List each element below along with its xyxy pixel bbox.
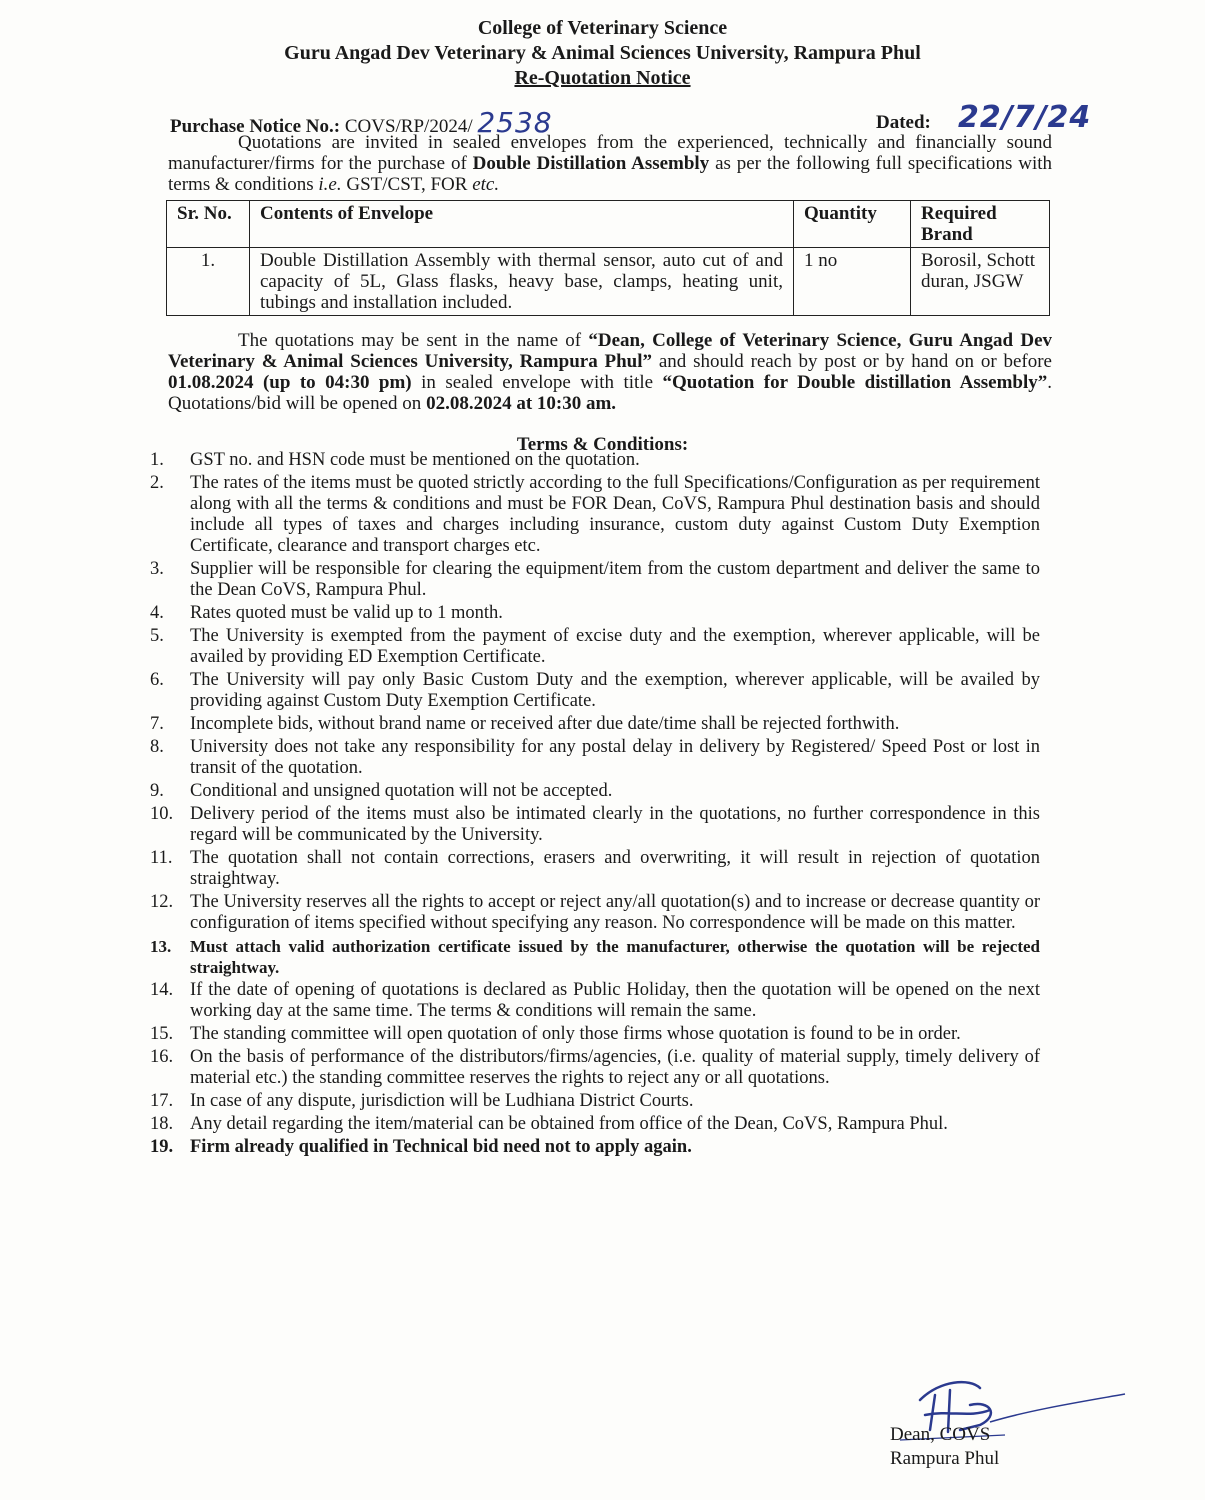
term-number: 9. <box>150 781 164 801</box>
term-text: University does not take any responsibility for any postal delay in delivery by Registered/ Speed Post or lost in transit of the quotation. <box>190 737 1040 778</box>
list-item <box>150 781 1040 802</box>
row-brand: Borosil, Schott duran, JSGW <box>911 248 1050 316</box>
term-number: 1. <box>150 450 164 470</box>
term-text: Conditional and unsigned quotation will not be accepted. <box>190 781 613 801</box>
list-item <box>150 1091 1040 1112</box>
intro-paragraph <box>168 132 1052 195</box>
dated-label: Dated: <box>876 112 931 133</box>
row-contents: Double Distillation Assembly with thermal sensor, auto cut of and capacity of 5L, Glass flasks, heavy base, clamps, heating unit, tubings and installation included. <box>250 248 794 316</box>
signatory-place: Rampura Phul <box>890 1448 1000 1469</box>
intro-text-b: as per the following full specifications with terms & conditions <box>168 153 1052 195</box>
term-text: The quotation shall not contain corrections, erasers and overwriting, it will result in rejection of quotation straightway. <box>190 848 1040 889</box>
term-text: GST no. and HSN code must be mentioned on the quotation. <box>190 450 640 470</box>
list-item <box>150 737 1040 779</box>
submission-deadline: 01.08.2024 (up to 04:30 pm) <box>168 372 412 393</box>
list-item <box>150 848 1040 890</box>
term-text: Rates quoted must be valid up to 1 month. <box>190 603 503 623</box>
intro-text-a: Quotations are invited in sealed envelopes from the experienced, technically and financially sound manufacturer/firms for the purchase of <box>168 132 1052 174</box>
list-item <box>150 626 1040 668</box>
term-text: The standing committee will open quotation of only those firms whose quotation is found to be in order. <box>190 1024 961 1044</box>
term-text: Delivery period of the items must also be intimated clearly in the quotations, no further correspondence in this regard will be communicated by the University. <box>190 804 1040 845</box>
term-text: Must attach valid authorization certificate issued by the manufacturer, otherwise the quotation will be rejected straightway. <box>190 937 1040 977</box>
header-quantity: Quantity <box>794 201 911 248</box>
term-text: The University reserves all the rights to accept or reject any/all quotation(s) and to increase or decrease quantity or configuration of items specified without specifying any reason. No correspondence will be made on this matter. <box>190 892 1040 933</box>
submission-opening-date: 02.08.2024 at 10:30 am. <box>426 393 617 414</box>
dated-value: 22/7/24 <box>958 100 1092 135</box>
notice-title: Re-Quotation Notice <box>514 67 691 89</box>
term-number: 10. <box>150 804 174 824</box>
term-text: The University will pay only Basic Custom Duty and the exemption, wherever applicable, will be availed by providing against Custom Duty Exemption Certificate. <box>190 670 1040 711</box>
term-text: In case of any dispute, jurisdiction will be Ludhiana District Courts. <box>190 1091 694 1111</box>
purchase-notice-number: 2538 <box>477 106 553 139</box>
table-row <box>167 248 1050 316</box>
college-name: College of Veterinary Science <box>477 17 728 39</box>
intro-ie: i.e. <box>318 174 342 195</box>
term-number: 17. <box>150 1091 174 1111</box>
term-text: The University is exempted from the payment of excise duty and the exemption, wherever applicable, will be availed by providing ED Exemption Certificate. <box>190 626 1040 667</box>
term-number: 5. <box>150 626 164 646</box>
list-item <box>150 450 1040 471</box>
term-text: On the basis of performance of the distributors/firms/agencies, (i.e. quality of material supply, timely delivery of material etc.) the standing committee reserves the rights to reject any or all quotations. <box>190 1047 1040 1088</box>
term-text: If the date of opening of quotations is declared as Public Holiday, then the quotation will be opened on the next working day at the same time. The terms & conditions will remain the same. <box>190 980 1040 1021</box>
intro-etc: etc. <box>472 174 500 195</box>
term-text: Any detail regarding the item/material can be obtained from office of the Dean, CoVS, Rampura Phul. <box>190 1114 948 1134</box>
table-header-row <box>167 201 1050 248</box>
dated-line <box>876 100 1092 135</box>
list-item <box>150 892 1040 934</box>
list-item <box>150 559 1040 601</box>
purchase-notice-label: Purchase Notice No.: <box>170 116 341 137</box>
row-quantity: 1 no <box>794 248 911 316</box>
university-name: Guru Angad Dev Veterinary & Animal Sciences University, Rampura Phul <box>284 42 921 64</box>
document-header <box>0 16 1205 91</box>
list-item <box>150 1024 1040 1045</box>
term-number: 4. <box>150 603 164 623</box>
signatory-title: Dean, COVS <box>890 1424 991 1445</box>
header-sr-no: Sr. No. <box>167 201 250 248</box>
purchase-notice-prefix: COVS/RP/2024/ <box>344 116 473 137</box>
header-contents: Contents of Envelope <box>250 201 794 248</box>
submission-paragraph <box>168 330 1052 414</box>
term-text: Firm already qualified in Technical bid need not to apply again. <box>190 1137 692 1157</box>
term-number: 16. <box>150 1047 174 1067</box>
term-number: 12. <box>150 892 174 912</box>
term-number: 3. <box>150 559 164 579</box>
list-item <box>150 936 1040 978</box>
submission-addressee: “Dean, College of Veterinary Science, Guru Angad Dev Veterinary & Animal Sciences University, Rampura Phul” <box>168 330 1052 372</box>
term-text: Incomplete bids, without brand name or received after due date/time shall be rejected forthwith. <box>190 714 900 734</box>
list-item <box>150 1137 1040 1158</box>
list-item <box>150 1047 1040 1089</box>
term-number: 15. <box>150 1024 174 1044</box>
submission-t3: in sealed envelope with title <box>411 372 663 393</box>
envelope-table <box>166 200 1050 316</box>
list-item <box>150 714 1040 735</box>
terms-list <box>150 450 1040 1160</box>
term-text: Supplier will be responsible for clearing the equipment/item from the custom department and deliver the same to the Dean CoVS, Rampura Phul. <box>190 559 1040 600</box>
submission-envelope-title: “Quotation for Double distillation Assembly” <box>662 372 1048 393</box>
list-item <box>150 804 1040 846</box>
term-text: The rates of the items must be quoted strictly according to the full Specifications/Configuration as per requirement along with all the terms & conditions and must be FOR Dean, CoVS, Rampura Phul destination basis and should include all types of taxes and charges including insurance, custom duty against Custom Duty Exemption Certificate, clearance and transport charges etc. <box>190 473 1040 556</box>
term-number: 18. <box>150 1114 174 1134</box>
term-number: 14. <box>150 980 174 1000</box>
term-number: 7. <box>150 714 164 734</box>
term-number: 2. <box>150 473 164 493</box>
term-number: 6. <box>150 670 164 690</box>
submission-t4: . Quotations/bid will be opened on <box>168 372 1052 414</box>
intro-text-c: GST/CST, FOR <box>341 174 473 195</box>
header-brand: Required Brand <box>911 201 1050 248</box>
list-item <box>150 670 1040 712</box>
terms-title: Terms & Conditions: <box>516 434 689 455</box>
intro-item: Double Distillation Assembly <box>472 153 710 174</box>
submission-t1: The quotations may be sent in the name of <box>238 330 589 351</box>
submission-t2: and should reach by post or by hand on or before <box>652 351 1052 372</box>
row-sr: 1. <box>167 248 250 316</box>
list-item <box>150 473 1040 557</box>
term-number: 11. <box>150 848 173 868</box>
list-item <box>150 980 1040 1022</box>
term-number: 13. <box>150 937 172 956</box>
term-number: 8. <box>150 737 164 757</box>
list-item <box>150 1114 1040 1135</box>
list-item <box>150 603 1040 624</box>
term-number: 19. <box>150 1137 174 1157</box>
